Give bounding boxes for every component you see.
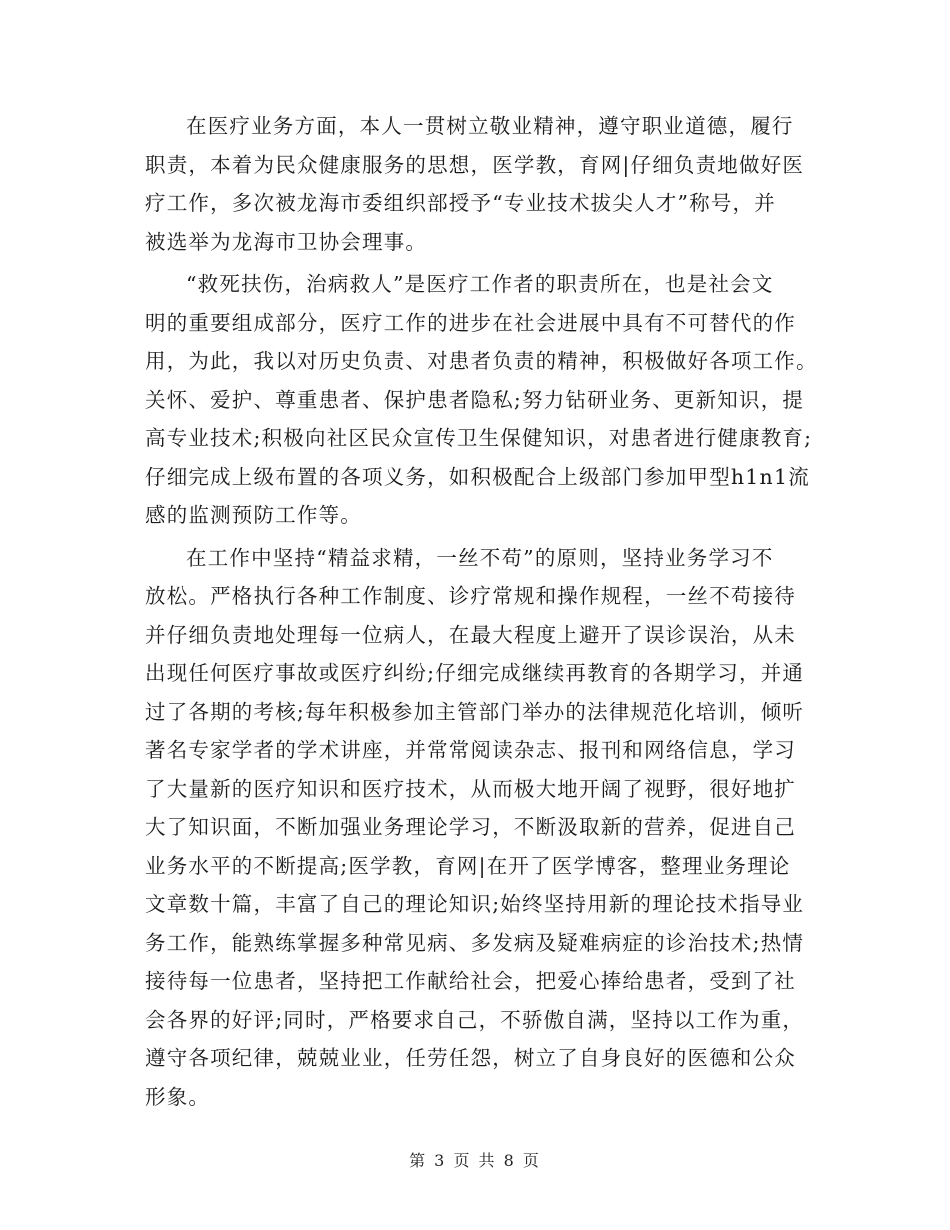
document-body: [145, 107, 818, 1120]
text-line: 了大量新的医疗知识和医疗技术，从而极大地开阔了视野，很好地扩: [145, 776, 796, 801]
text-line: 被选举为龙海市卫协会理事。: [145, 229, 428, 254]
page-number-footer: 第 3 页 共 8 页: [409, 1151, 541, 1170]
text-line: 疗工作，多次被龙海市委组织部授予“专业技术拔尖人才”称号，并: [145, 191, 776, 215]
paragraph-medical-practice: [145, 107, 813, 261]
text-line: 著名专家学者的学术讲座，并常常阅读杂志、报刊和网络信息，学习: [145, 738, 796, 762]
text-line: 并仔细负责地处理每一位病人，在最大程度上避开了误诊误治，从未: [145, 622, 796, 647]
text-line: 过了各期的考核;每年积极参加主管部门举办的法律规范化培训，倾听: [145, 699, 805, 724]
text-line: 明的重要组成部分，医疗工作的进步在社会进展中具有不可替代的作: [145, 310, 796, 335]
text-line: 放松。严格执行各种工作制度、诊疗常规和操作规程，一丝不苟接待: [145, 584, 796, 608]
text-line: 业务水平的不断提高;医学教，育网|在开了医学博客，整理业务理论: [145, 853, 791, 878]
text-line: 形象。: [145, 1084, 211, 1109]
text-line: 感的监测预防工作等。: [145, 503, 362, 527]
text-line: “救死扶伤，治病救人”是医疗工作者的职责所在，也是社会文: [186, 272, 774, 296]
text-line: 仔细完成上级布置的各项义务，如积极配合上级部门参加甲型h1n1流: [145, 464, 810, 489]
text-line: 在工作中坚持“精益求精，一丝不苟”的原则，坚持业务学习不: [186, 545, 774, 570]
text-line: 用，为此，我以对历史负责、对患者负责的精神，积极做好各项工作。: [145, 349, 818, 373]
text-line: 关怀、爱护、尊重患者、保护患者隐私;努力钻研业务、更新知识，提: [145, 387, 805, 412]
text-line: 务工作，能熟练掌握多种常见病、多发病及疑难病症的诊治技术;热情: [145, 930, 805, 955]
text-line: 出现任何医疗事故或医疗纠纷;仔细完成继续再教育的各期学习，并通: [145, 661, 805, 685]
text-line: 职责，本着为民众健康服务的思想，医学教，育网|仔细负责地做好医: [145, 152, 805, 177]
text-line: 会各界的好评;同时，严格要求自己，不骄傲自满，坚持以工作为重，: [145, 1007, 805, 1032]
text-line: 文章数十篇，丰富了自己的理论知识;始终坚持用新的理论技术指导业: [145, 892, 805, 916]
text-line: 接待每一位患者，坚持把工作献给社会，把爱心捧给患者，受到了社: [145, 969, 796, 993]
text-line: 大了知识面，不断加强业务理论学习，不断汲取新的营养，促进自己: [145, 815, 796, 839]
text-line: 遵守各项纪律，兢兢业业，任劳任怨，树立了自身良好的医德和公众: [145, 1046, 796, 1070]
text-line: 高专业技术;积极向社区民众宣传卫生保健知识，对患者进行健康教育;: [145, 426, 813, 450]
paragraph-duties: [145, 265, 818, 535]
paragraph-study-principles: [145, 539, 813, 1117]
text-line: 在医疗业务方面，本人一贯树立敬业精神，遵守职业道德，履行: [186, 114, 794, 138]
